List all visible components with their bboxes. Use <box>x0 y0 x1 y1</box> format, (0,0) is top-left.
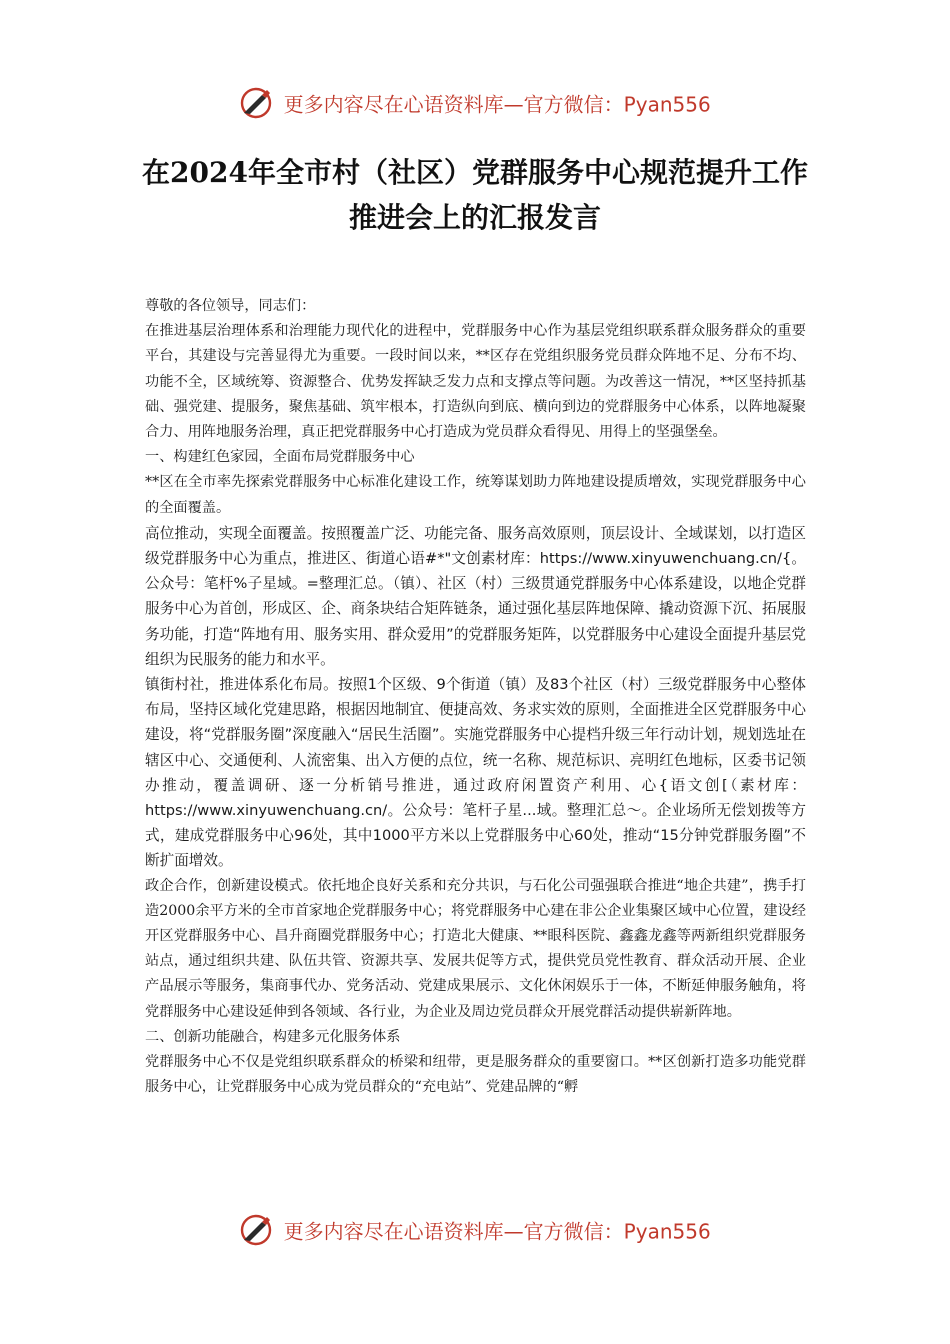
body-paragraph: 政企合作，创新建设模式。依托地企良好关系和充分共识，与石化公司强强联合推进“地企共建”，携手打造2000余平方米的全市首家地企党群服务中心；将党群服务中心建在非公企业集聚区域中心位置，建设经开区党群服务中心、昌升商圈党群服务中心；打造北大健康、**眼科医院、鑫鑫龙鑫等两新组织党群服务站点，通过组织共建、队伍共管、资源共享、发展共促等方式，提供党员党性教育、群众活动开展、企业产品展示等服务，集商事代办、党务活动、党建成果展示、文化休闲娱乐于一体，不断延伸服务触角，将党群服务中心建设延伸到各领域、各行业，为企业及周边党员群众开展党群活动提供崭新阵地。 <box>145 877 806 1020</box>
body-paragraph: **区在全市率先探索党群服务中心标准化建设工作，统筹谋划助力阵地建设提质增效，实现党群服务中心的全面覆盖。 <box>145 474 806 516</box>
watermark-top <box>0 86 950 120</box>
watermark-text: 更多内容尽在心语资料库—官方微信：Pyan556 <box>283 1219 711 1244</box>
watermark-bottom <box>0 1213 950 1247</box>
salutation: 尊敬的各位领导，同志们： <box>145 298 316 314</box>
document-body <box>145 294 806 1101</box>
watermark-text: 更多内容尽在心语资料库—官方微信：Pyan556 <box>283 92 711 117</box>
body-paragraph: 党群服务中心不仅是党组织联系群众的桥梁和纽带，更是服务群众的重要窗口。**区创新打造多功能党群服务中心，让党群服务中心成为党员群众的“充电站”、党建品牌的“孵 <box>145 1054 806 1096</box>
intro-paragraph: 在推进基层治理体系和治理能力现代化的进程中，党群服务中心作为基层党组织联系群众服务群众的重要平台，其建设与完善显得尤为重要。一段时间以来，**区存在党组织服务党员群众阵地不足、分布不均、功能不全，区域统筹、资源整合、优势发挥缺乏发力点和支撑点等问题。为改善这一情况，**区坚持抓基础、强党建、提服务，聚焦基础、筑牢根本，打造纵向到底、横向到边的党群服务中心体系，以阵地凝聚合力、用阵地服务治理，真正把党群服务中心打造成为党员群众看得见、用得上的坚强堡垒。 <box>145 323 806 441</box>
section-heading-1: 一、构建红色家园，全面布局党群服务中心 <box>145 449 415 466</box>
brush-logo-icon <box>239 86 273 120</box>
body-paragraph: 高位推动，实现全面覆盖。按照覆盖广泛、功能完备、服务高效原则，顶层设计、全域谋划，以打造区级党群服务中心为重点，推进区、街道心语#*"文创素材库：https://www.xinyuwenchuang.cn/{。公众号：笔杆%子星域。=整理汇总。（镇）、社区（村）三级贯通党群服务中心体系建设，以地企党群服务中心为首创，形成区、企、商条块结合矩阵链条，通过强化基层阵地保障、撬动资源下沉、拓展服务功能，打造“阵地有用、服务实用、群众爱用”的党群服务矩阵，以党群服务中心建设全面提升基层党组织为民服务的能力和水平。 <box>145 524 806 668</box>
page-title: 在2024年全市村（社区）党群服务中心规范提升工作推进会上的汇报发言 <box>142 156 808 234</box>
section-heading-2: 二、创新功能融合，构建多元化服务体系 <box>145 1028 401 1045</box>
body-paragraph: 镇街村社，推进体系化布局。按照1个区级、9个街道（镇）及83个社区（村）三级党群服务中心整体布局，坚持区域化党建思路，根据因地制宜、便捷高效、务求实效的原则，全面推进全区党群服务中心建设，将“党群服务圈”深度融入“居民生活圈”。实施党群服务中心提档升级三年行动计划，规划选址在辖区中心、交通便利、人流密集、出入方便的点位，统一名称、规范标识、亮明红色地标，区委书记领办推动，覆盖调研、逐一分析销号推进，通过政府闲置资产利用、心{语文创[（素材库：https://www.xinyuwenchuang.cn/。公众号：笔杆子星...域。整理汇总～。企业场所无偿划拨等方式，建成党群服务中心96处，其中1000平方米以上党群服务中心60处，推动“15分钟党群服务圈”不断扩面增效。 <box>145 676 806 870</box>
brush-logo-icon <box>239 1213 273 1247</box>
